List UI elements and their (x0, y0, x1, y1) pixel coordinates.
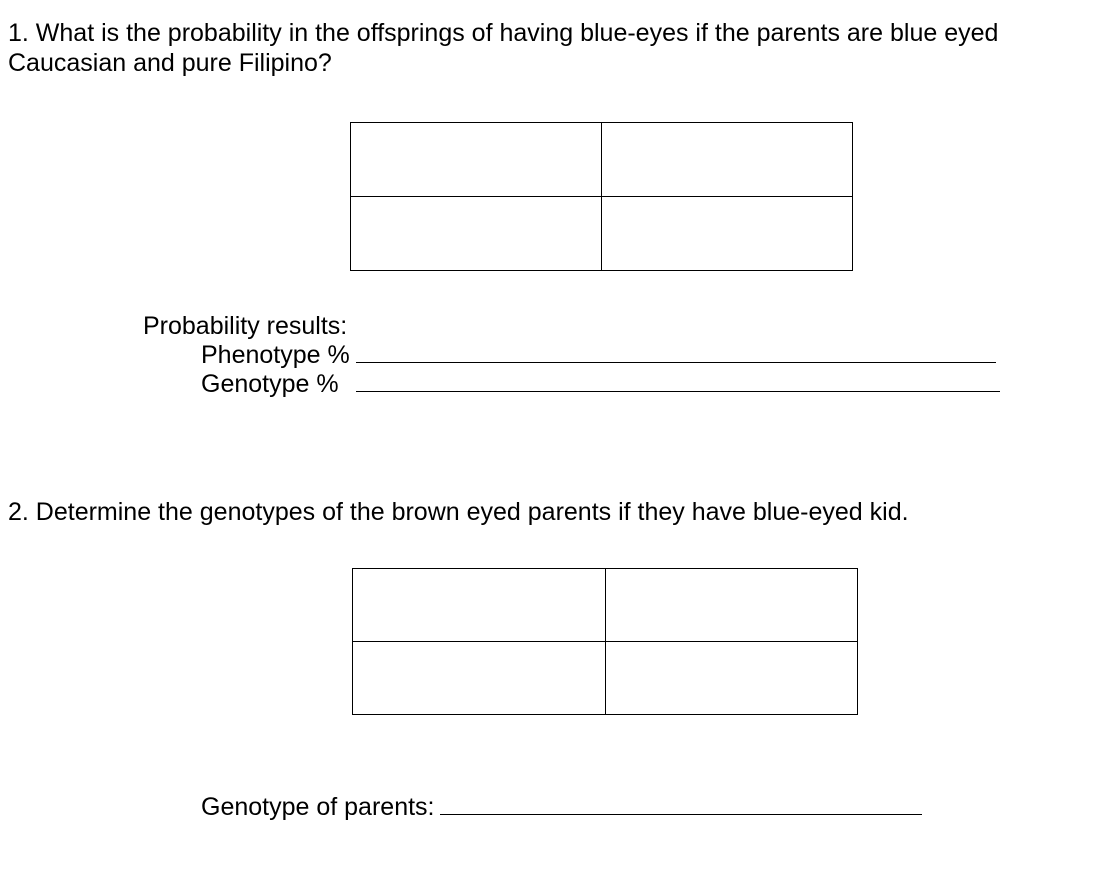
punnett-cell[interactable] (353, 569, 606, 642)
punnett-cell[interactable] (602, 197, 853, 271)
genotype-label: Genotype % (201, 370, 339, 398)
genotype-answer-line (201, 369, 1000, 399)
genotype-blank[interactable] (356, 369, 1000, 392)
punnett-cell[interactable] (351, 123, 602, 197)
punnett-square-1 (350, 122, 853, 271)
parents-genotype-label: Genotype of parents: (201, 793, 435, 821)
parents-genotype-answer-line (201, 792, 922, 822)
phenotype-label: Phenotype % (201, 341, 350, 369)
parents-genotype-blank[interactable] (440, 792, 922, 815)
phenotype-blank[interactable] (356, 340, 996, 363)
punnett-cell[interactable] (605, 569, 858, 642)
punnett-cell[interactable] (353, 642, 606, 715)
punnett-square-2 (352, 568, 858, 715)
phenotype-answer-line (201, 340, 996, 370)
question-1-text: 1. What is the probability in the offsprings of having blue-eyes if the parents are blue eyed Caucasian and pure Filipino? (8, 19, 999, 77)
question-2-text: 2. Determine the genotypes of the brown eyed parents if they have blue-eyed kid. (8, 498, 909, 526)
probability-results-label: Probability results: (143, 312, 348, 340)
punnett-cell[interactable] (605, 642, 858, 715)
punnett-cell[interactable] (602, 123, 853, 197)
punnett-cell[interactable] (351, 197, 602, 271)
